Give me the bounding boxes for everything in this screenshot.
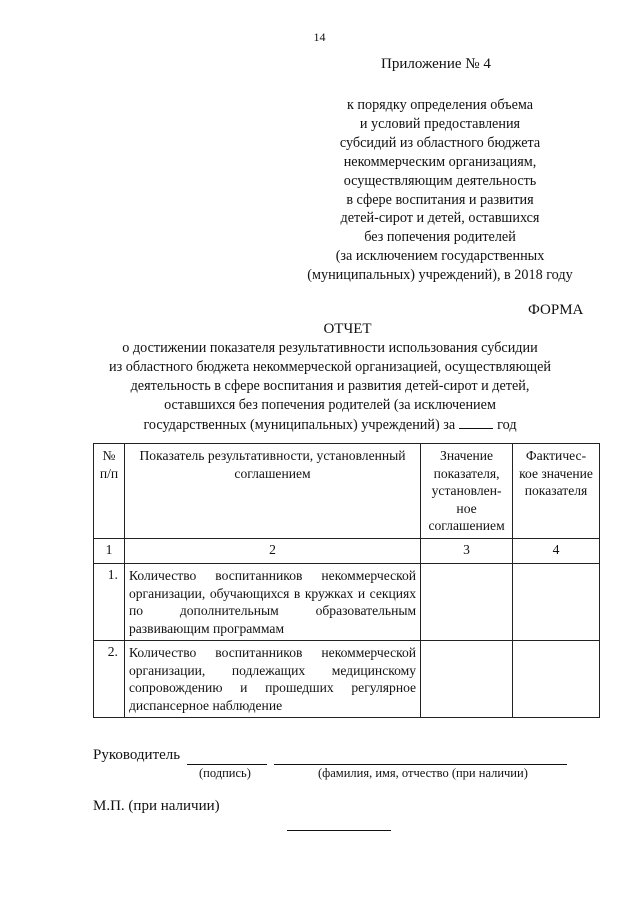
signature-line[interactable] xyxy=(187,764,267,765)
appendix-line: (муниципальных) учреждений), в 2018 году xyxy=(307,267,573,284)
page-number: 14 xyxy=(313,30,326,44)
appendix-line: некоммерческим организациям, xyxy=(343,153,537,170)
signature-label: Руководитель xyxy=(93,747,181,763)
row-number: 2. xyxy=(94,641,125,718)
header-actual: Фактичес- кое значение показателя xyxy=(513,444,600,539)
full-name-line[interactable] xyxy=(274,764,567,765)
indicator-table xyxy=(93,443,600,718)
appendix-line: субсидий из областного бюджета xyxy=(339,134,541,151)
appendix-line: к порядку определения объема xyxy=(346,97,534,113)
report-line-last xyxy=(40,415,620,435)
report-title: ОТЧЕТ xyxy=(323,321,372,337)
header-indicator: Показатель результативности, установленный соглашением xyxy=(124,444,420,539)
signature-caption: (подпись) xyxy=(199,766,251,780)
row-actual-value[interactable] xyxy=(513,641,600,718)
row-actual-value[interactable] xyxy=(513,564,600,641)
column-number: 3 xyxy=(421,539,513,564)
stamp-label: М.П. (при наличии) xyxy=(93,798,220,814)
table-header-row xyxy=(94,444,600,539)
report-line-suffix: год xyxy=(497,417,517,433)
appendix-line: (за исключением государственных xyxy=(335,248,545,265)
column-number: 1 xyxy=(94,539,125,564)
form-label: ФОРМА xyxy=(528,302,584,318)
header-planned: Значение показателя, установлен- ное соглашением xyxy=(421,444,513,539)
row-indicator: Количество воспитанников некоммерческой организации, обучающихся в кружках и секциях по дополнительным образовательным развивающим программам xyxy=(124,564,420,641)
report-description xyxy=(40,339,620,435)
bottom-line xyxy=(287,830,391,831)
report-line: из областного бюджета некоммерческой организацией, осуществляющей xyxy=(109,359,551,375)
row-planned-value[interactable] xyxy=(421,641,513,718)
row-number: 1. xyxy=(94,564,125,641)
column-number: 2 xyxy=(124,539,420,564)
report-line: о достижении показателя результативности использования субсидии xyxy=(122,340,538,356)
report-line: оставшихся без попечения родителей (за исключением xyxy=(164,397,496,413)
appendix-line: без попечения родителей xyxy=(364,229,516,246)
header-num: № п/п xyxy=(94,444,125,539)
row-indicator: Количество воспитанников некоммерческой организации, подлежащих медицинскому сопровождению и прошедших регулярное диспансерное наблюдение xyxy=(124,641,420,718)
appendix-line: и условий предоставления xyxy=(359,115,521,132)
appendix-line: осуществляющим деятельность xyxy=(343,172,537,189)
report-line-prefix: государственных (муниципальных) учреждений) за xyxy=(143,417,456,433)
table-row xyxy=(94,641,600,718)
column-number-row xyxy=(94,539,600,564)
row-planned-value[interactable] xyxy=(421,564,513,641)
report-line: деятельность в сфере воспитания и развития детей-сирот и детей, xyxy=(130,378,530,394)
appendix-line: в сфере воспитания и развития xyxy=(346,191,534,208)
full-name-caption: (фамилия, имя, отчество (при наличии) xyxy=(318,766,528,780)
column-number: 4 xyxy=(513,539,600,564)
appendix-line: детей-сирот и детей, оставшихся xyxy=(340,210,540,227)
appendix-title: Приложение № 4 xyxy=(381,56,491,72)
appendix-description xyxy=(285,96,595,285)
year-blank-field[interactable] xyxy=(459,415,493,429)
table-row xyxy=(94,564,600,641)
